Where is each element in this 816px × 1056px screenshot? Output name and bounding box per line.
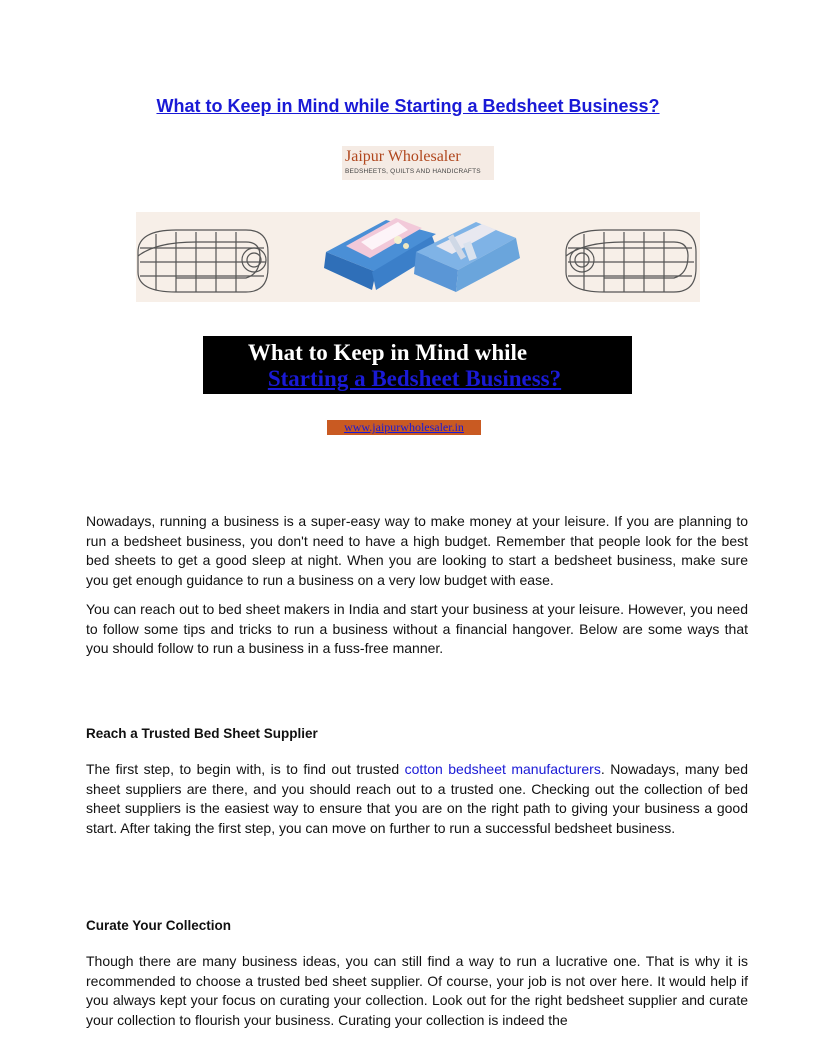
document-title[interactable]: What to Keep in Mind while Starting a Bedsheet Business?	[156, 96, 660, 116]
brand-logo	[342, 146, 494, 180]
section-heading-collection: Curate Your Collection	[86, 918, 232, 933]
rolled-sheet-right-icon	[566, 230, 696, 292]
website-link[interactable]: www.jaipurwholesaler.in	[327, 420, 481, 435]
paragraph-text: The first step, to begin with, is to find out trusted	[86, 761, 405, 777]
brand-name: Jaipur Wholesaler	[345, 148, 461, 165]
banner-heading-box	[203, 336, 632, 394]
rolled-sheet-left-icon	[138, 230, 268, 292]
section-heading-supplier: Reach a Trusted Bed Sheet Supplier	[86, 726, 318, 741]
paragraph-text: . Nowadays, many bed sheet suppliers are there, and you should reach out to a trusted one. Checking out the collection of bed sheet suppliers is the easiest way to ensure that you are on the right path to giving your business a good start. After taking the first step, you can move on further to run a successful bedsheet business.	[86, 761, 749, 836]
section-paragraph-supplier	[86, 760, 748, 838]
banner-image	[136, 212, 700, 302]
folded-bedsheets-icon	[324, 218, 520, 292]
banner-heading-line1: What to Keep in Mind while	[247, 340, 528, 365]
banner-heading-line2-link[interactable]: Starting a Bedsheet Business?	[267, 366, 562, 391]
brand-tagline: BEDSHEETS, QUILTS AND HANDICRAFTS	[345, 168, 481, 175]
intro-paragraph-1: Nowadays, running a business is a super-easy way to make money at your leisure. If you are planning to run a bedsheet business, you don't need to have a high budget. Remember that people look for the best bed sheets to get a good sleep at night. When you are looking to start a bedsheet business, make sure you get enough guidance to run a business on a very low budget with ease.	[86, 513, 748, 588]
section-paragraph-collection: Though there are many business ideas, you can still find a way to run a lucrative one. That is why it is recommended to choose a trusted bed sheet supplier. Of course, your job is not over here. It would help if you always kept your focus on curating your collection. Look out for the right bedsheet supplier and curate your collection to flourish your business. Curating your collection is indeed the	[86, 953, 748, 1028]
cotton-bedsheet-link[interactable]: cotton bedsheet manufacturers	[404, 761, 601, 777]
intro-paragraph-2: You can reach out to bed sheet makers in India and start your business at your leisure. However, you need to follow some tips and tricks to run a business without a financial hangover. Below are some ways that you should follow to run a business in a fuss-free manner.	[86, 601, 748, 657]
bedsheet-illustration	[136, 212, 700, 302]
